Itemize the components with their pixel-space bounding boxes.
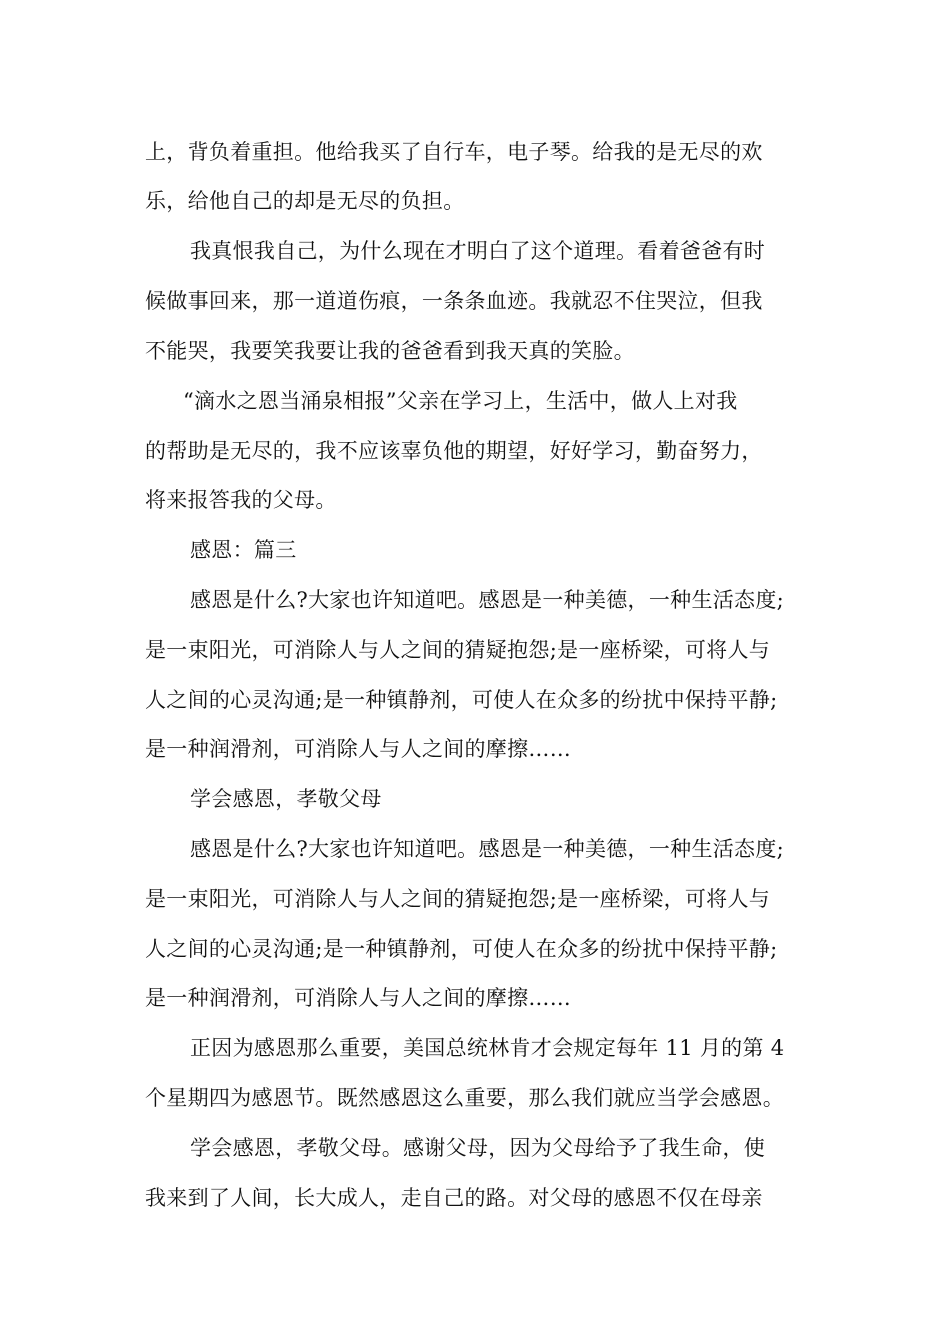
text-line: 是一束阳光，可消除人与人之间的猜疑抱怨;是一座桥梁，可将人与 — [145, 887, 771, 911]
text-line: 乐，给他自己的却是无尽的负担。 — [145, 189, 465, 213]
text-line: 人之间的心灵沟通;是一种镇静剂，可使人在众多的纷扰中保持平静; — [145, 937, 778, 961]
text-line: 感恩是什么?大家也许知道吧。感恩是一种美德，一种生活态度; — [190, 837, 785, 861]
text-line: 上，背负着重担。他给我买了自行车，电子琴。给我的是无尽的欢 — [145, 140, 763, 164]
text-line: “滴水之恩当涌泉相报”父亲在学习上，生活中，做人上对我 — [183, 389, 738, 413]
text-line: 是一束阳光，可消除人与人之间的猜疑抱怨;是一座桥梁，可将人与 — [145, 638, 771, 662]
text-line: 正因为感恩那么重要，美国总统林肯才会规定每年 11 月的第 4 — [190, 1036, 785, 1060]
text-line: 候做事回来，那一道道伤痕，一条条血迹。我就忍不住哭泣，但我 — [145, 289, 763, 313]
text-line: 个星期四为感恩节。既然感恩这么重要，那么我们就应当学会感恩。 — [145, 1086, 784, 1110]
text-line: 将来报答我的父母。 — [145, 488, 337, 512]
text-line: 学会感恩，孝敬父母。感谢父母，因为父母给予了我生命，使 — [190, 1136, 766, 1160]
text-line: 人之间的心灵沟通;是一种镇静剂，可使人在众多的纷扰中保持平静; — [145, 688, 778, 712]
text-line: 是一种润滑剂，可消除人与人之间的摩擦…… — [145, 737, 571, 761]
text-line: 是一种润滑剂，可消除人与人之间的摩擦…… — [145, 986, 571, 1010]
text-line: 不能哭，我要笑我要让我的爸爸看到我天真的笑脸。 — [145, 339, 635, 363]
text-line: 的帮助是无尽的，我不应该辜负他的期望，好好学习，勤奋努力， — [145, 439, 763, 463]
section-heading: 感恩：篇三 — [190, 538, 297, 562]
text-line: 我来到了人间，长大成人，走自己的路。对父母的感恩不仅在母亲 — [145, 1186, 763, 1210]
section-heading: 学会感恩，孝敬父母 — [190, 787, 382, 811]
text-line: 感恩是什么?大家也许知道吧。感恩是一种美德，一种生活态度; — [190, 588, 785, 612]
text-line: 我真恨我自己，为什么现在才明白了这个道理。看着爸爸有时 — [190, 239, 766, 263]
